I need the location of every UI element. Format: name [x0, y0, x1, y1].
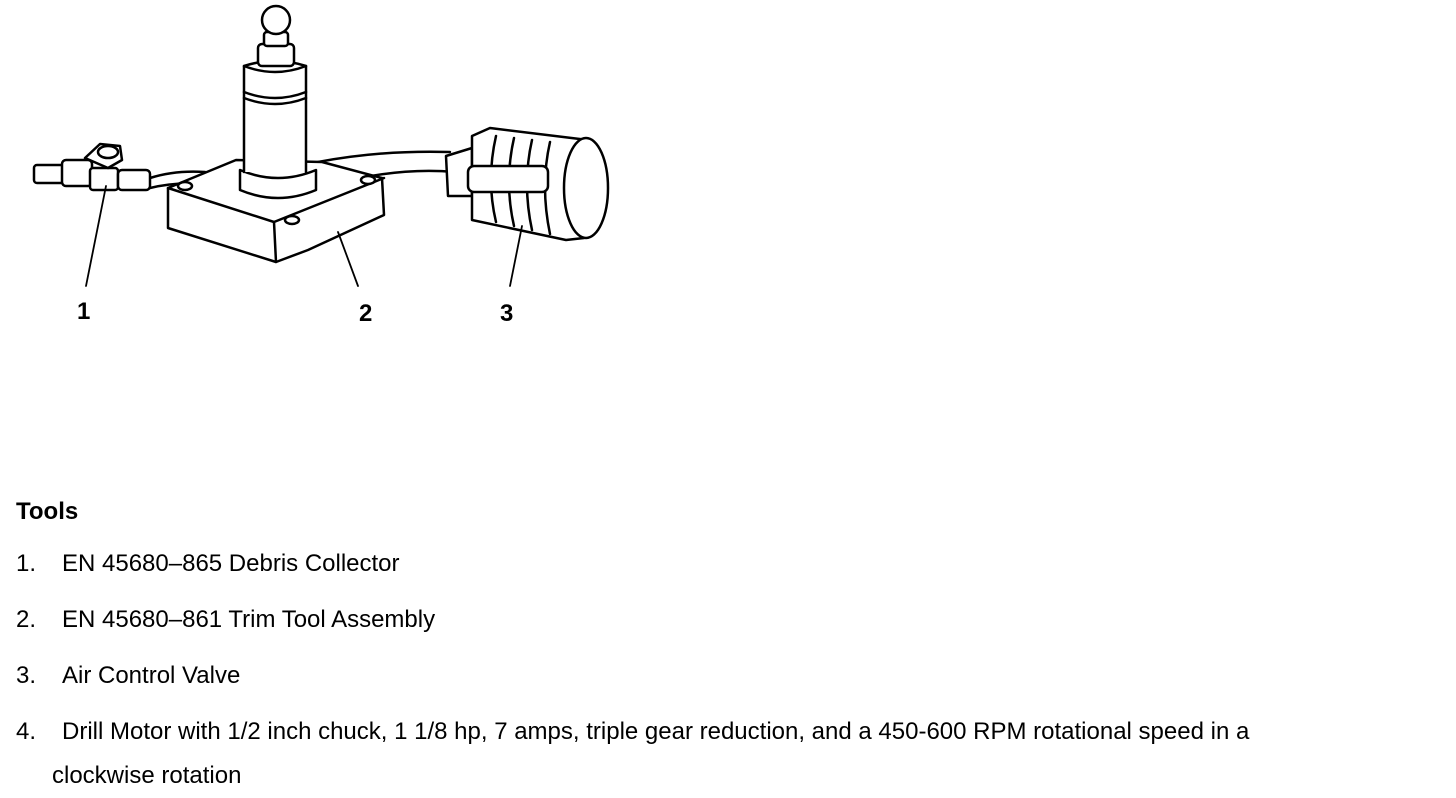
callout-1: 1 [77, 298, 91, 325]
trim-tool-column [240, 6, 316, 198]
tool-item-text-continuation: clockwise rotation [52, 762, 242, 789]
tool-item-text: Air Control Valve [62, 662, 241, 689]
air-control-valve [446, 128, 608, 240]
tool-item-number: 4. [16, 718, 37, 745]
debris-collector-fitting [34, 144, 150, 190]
tool-item-text: EN 45680–861 Trim Tool Assembly [62, 606, 436, 633]
trim-tool-base [168, 160, 384, 262]
tools-heading: Tools [16, 498, 79, 525]
tool-item-number: 3. [16, 662, 37, 689]
tool-item-2 [16, 606, 435, 634]
tool-item-3 [16, 662, 240, 690]
tool-item-number: 2. [16, 606, 37, 633]
tool-item-4 [16, 710, 1436, 798]
callout-3: 3 [500, 300, 514, 327]
tool-item-1 [16, 550, 400, 578]
tool-item-number: 1. [16, 550, 37, 577]
tool-item-text: EN 45680–865 Debris Collector [62, 550, 400, 577]
callout-2: 2 [359, 300, 373, 327]
tool-illustration [0, 0, 640, 340]
tool-item-text: Drill Motor with 1/2 inch chuck, 1 1/8 hp, 7 amps, triple gear reduction, and a 450-600 RPM rotational speed in a [62, 718, 1250, 745]
